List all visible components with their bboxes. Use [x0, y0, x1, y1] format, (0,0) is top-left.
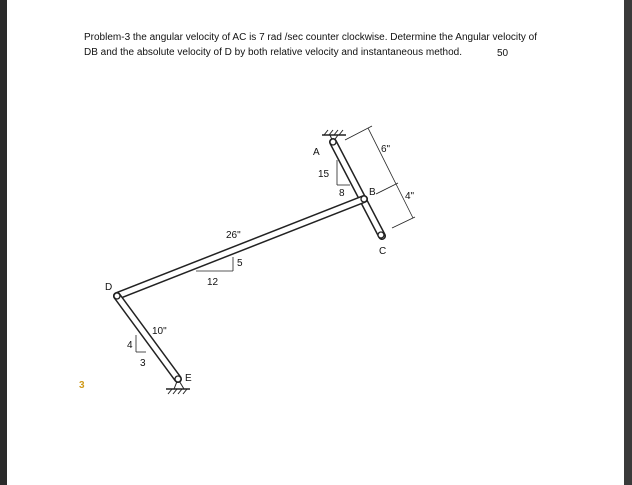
dim-label-ab: 6": [381, 144, 391, 155]
label-c: C: [379, 246, 387, 257]
slope-label-de-vertical: 4: [127, 340, 133, 351]
dim-label-bc: 4": [405, 191, 415, 202]
slope-label-db-horizontal: 12: [207, 277, 219, 288]
pin-a: [330, 139, 336, 145]
pin-e: [175, 376, 181, 382]
slope-label-db-vertical: 5: [237, 258, 243, 269]
question-number: 3: [79, 380, 85, 391]
marks-value: 50: [497, 48, 509, 59]
problem-line-2: DB and the absolute velocity of D by both relative velocity and instantaneous method.: [84, 47, 463, 58]
pin-d: [114, 293, 120, 299]
label-d: D: [105, 282, 113, 293]
dim-label-db: 26": [226, 230, 241, 241]
dim-label-de: 10": [152, 326, 167, 337]
pin-c: [378, 232, 384, 238]
label-b: B: [369, 187, 376, 198]
pin-b: [361, 196, 367, 202]
label-e: E: [185, 373, 192, 384]
label-a: A: [313, 147, 320, 158]
slope-label-de-horizontal: 3: [140, 358, 146, 369]
problem-line-1: Problem-3 the angular velocity of AC is 7 rad /sec counter clockwise. Determine the Angular velocity of: [84, 32, 537, 43]
link-db: [117, 199, 364, 296]
slope-label-ac-vertical: 15: [318, 169, 330, 180]
link-de: [117, 296, 178, 379]
slope-label-ac-horizontal: 8: [339, 188, 345, 199]
